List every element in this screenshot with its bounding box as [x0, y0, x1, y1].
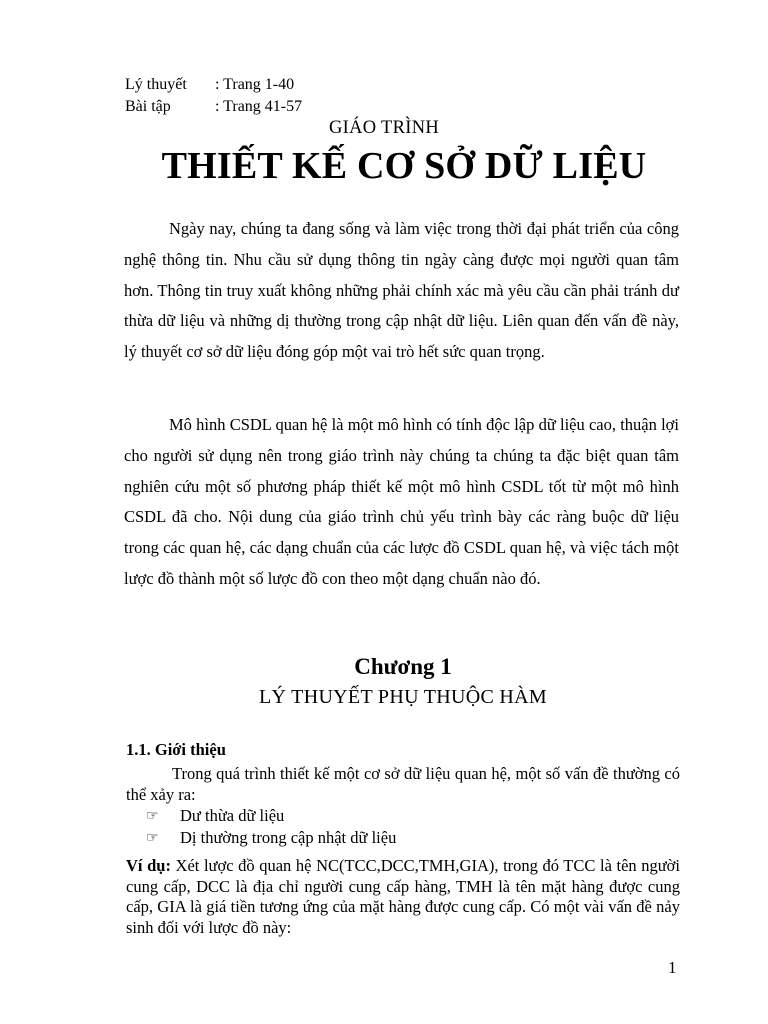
theory-range-row — [125, 74, 302, 96]
list-item-text: Dị thường trong cập nhật dữ liệu — [180, 828, 397, 847]
list-item — [146, 827, 396, 849]
chapter-number: Chương 1 — [354, 654, 452, 679]
problem-list — [146, 805, 396, 849]
document-subtitle: GIÁO TRÌNH — [328, 118, 440, 138]
page-range-info — [125, 74, 302, 118]
example-paragraph — [126, 856, 680, 938]
chapter-title: LÝ THUYẾT PHỤ THUỘC HÀM — [258, 686, 548, 708]
list-item — [146, 805, 396, 827]
example-label: Ví dụ: — [126, 856, 171, 875]
pointing-hand-icon: ☞ — [146, 808, 159, 824]
document-title: THIẾT KẾ CƠ SỞ DỮ LIỆU — [161, 145, 647, 187]
exercise-label: Bài tập — [125, 98, 171, 115]
pointing-hand-icon: ☞ — [146, 830, 159, 846]
example-text: Xét lược đồ quan hệ NC(TCC,DCC,TMH,GIA), trong đó TCC là tên người cung cấp, DCC là địa chỉ người cung cấp hàng, TMH là tên mặt hàng được cung cấp, GIA là giá tiền tương ứng của mặt hàng được cung cấp. Có một vài vấn đề nảy sinh đối với lược đồ này: — [126, 856, 680, 937]
intro-paragraph-1: Ngày nay, chúng ta đang sống và làm việc trong thời đại phát triển của công nghệ thông tin. Nhu cầu sử dụng thông tin ngày càng được mọi người quan tâm hơn. Thông tin truy xuất không những phải chính xác mà yêu cầu cần phải tránh dư thừa dữ liệu và những dị thường trong cập nhật dữ liệu. Liên quan đến vấn đề này, lý thuyết cơ sở dữ liệu đóng góp một vai trò hết sức quan trọng. — [124, 219, 679, 362]
exercise-pages: : Trang 41-57 — [215, 98, 303, 115]
section-intro-paragraph: Trong quá trình thiết kế một cơ sở dữ liệu quan hệ, một số vấn đề thường có thể xảy ra: — [126, 764, 680, 804]
page-number: 1 — [668, 958, 677, 977]
exercise-range-row — [125, 96, 302, 118]
theory-label: Lý thuyết — [125, 76, 187, 93]
intro-paragraph-2: Mô hình CSDL quan hệ là một mô hình có tính độc lập dữ liệu cao, thuận lợi cho người sử dụng nên trong giáo trình này chúng ta chúng ta đặc biệt quan tâm nghiên cứu một số phương pháp thiết kế một mô hình CSDL tốt từ một mô hình CSDL đã cho. Nội dung của giáo trình chủ yếu trình bày các ràng buộc dữ liệu trong các quan hệ, các dạng chuẩn của các lược đồ CSDL quan hệ, và việc tách một lược đồ thành một số lược đồ con theo một dạng chuẩn nào đó. — [124, 415, 679, 588]
list-item-text: Dư thừa dữ liệu — [180, 806, 285, 825]
theory-pages: : Trang 1-40 — [215, 76, 295, 93]
section-heading: 1.1. Giới thiệu — [126, 740, 226, 759]
